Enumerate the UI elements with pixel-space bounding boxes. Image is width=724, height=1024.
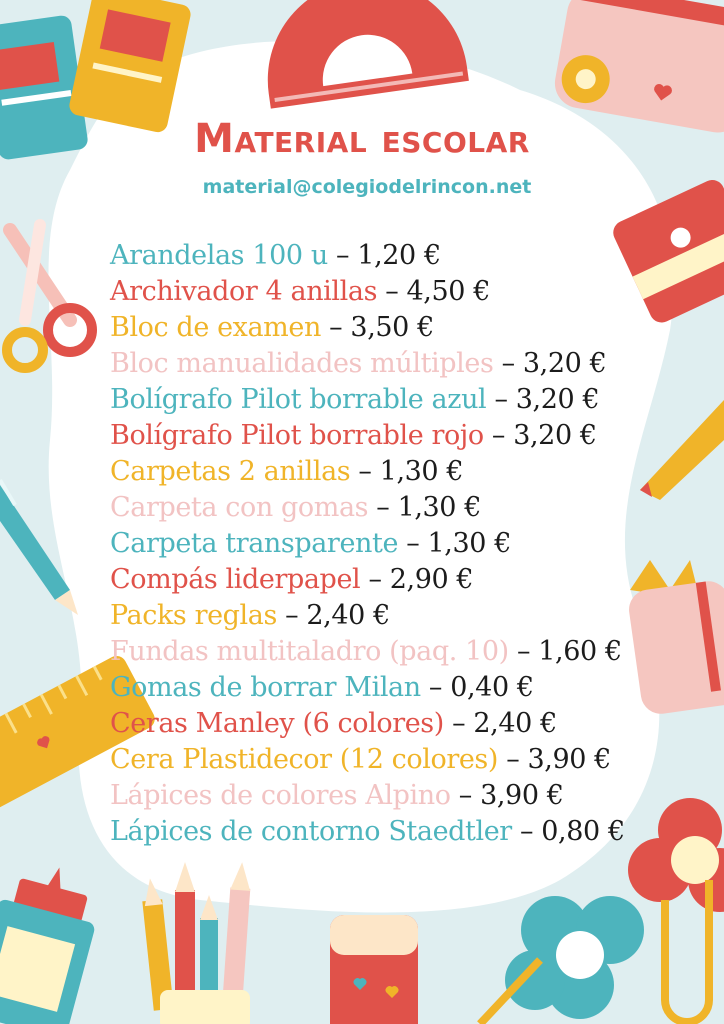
contact-email[interactable]: material@colegiodelrincon.net: [202, 176, 532, 198]
price-list-item: [110, 706, 625, 742]
item-price: – 1,20 €: [327, 240, 441, 271]
item-name: Carpeta transparente: [110, 528, 399, 559]
item-price: – 2,40 €: [443, 708, 557, 739]
glue-icon: [0, 855, 108, 1024]
item-name: Compás liderpapel: [110, 564, 361, 595]
item-price: – 2,40 €: [276, 600, 390, 631]
price-list-item: [110, 526, 625, 562]
item-name: Bolígrafo Pilot borrable rojo: [110, 420, 484, 451]
price-list-item: [110, 490, 625, 526]
price-list-item: [110, 238, 625, 274]
item-name: Archivador 4 anillas: [110, 276, 378, 307]
item-price: – 1,30 €: [398, 528, 511, 559]
price-list-item: [110, 562, 625, 598]
price-list-item: [110, 346, 625, 382]
item-price: – 3,20 €: [483, 420, 597, 451]
item-price: – 1,30 €: [376, 492, 482, 523]
item-name: Arandelas 100 u: [110, 240, 328, 271]
item-name: Lápices de contorno Staedtler: [110, 816, 512, 847]
price-list-item: [110, 454, 625, 490]
page-title: Material escolar: [194, 116, 530, 162]
price-list-item: [110, 814, 625, 850]
item-name: Carpeta con gomas: [110, 492, 377, 523]
price-list-item: [110, 598, 625, 634]
item-name: Fundas multitaladro (paq. 10): [110, 636, 509, 667]
item-price: – 3,20 €: [493, 348, 607, 379]
item-price: – 1,60 €: [508, 636, 622, 667]
item-name: Carpetas 2 anillas: [110, 456, 351, 487]
item-name: Ceras Manley (6 colores): [110, 708, 444, 739]
item-name: Bloc de examen: [110, 312, 321, 343]
price-list-item: [110, 274, 625, 310]
item-price: – 3,90 €: [450, 780, 564, 811]
item-name: Gomas de borrar Milan: [110, 672, 421, 703]
price-list-item: [110, 418, 625, 454]
price-list: [110, 238, 625, 850]
price-list-item: [110, 778, 625, 814]
item-price: – 0,80 €: [511, 816, 625, 847]
item-price: – 3,20 €: [486, 384, 600, 415]
price-list-item: [110, 742, 625, 778]
pencil-right-icon: [640, 400, 724, 500]
price-list-item: [110, 310, 625, 346]
price-list-item: [110, 634, 625, 670]
item-name: Packs reglas: [110, 600, 277, 631]
item-name: Cera Plastidecor (12 colores): [110, 744, 499, 775]
eraser-icon: [330, 915, 418, 1024]
price-list-item: [110, 670, 625, 706]
item-price: – 1,30 €: [350, 456, 464, 487]
price-list-item: [110, 382, 625, 418]
pencil-cup-icon: [626, 560, 724, 716]
item-price: – 0,40 €: [420, 672, 534, 703]
item-price: – 3,50 €: [320, 312, 434, 343]
item-name: Bloc manualidades múltiples: [110, 348, 494, 379]
item-price: – 2,90 €: [360, 564, 474, 595]
item-name: Bolígrafo Pilot borrable azul: [110, 384, 487, 415]
item-price: – 3,90 €: [498, 744, 611, 775]
item-price: – 4,50 €: [377, 276, 490, 307]
item-name: Lápices de colores Alpino: [110, 780, 451, 811]
